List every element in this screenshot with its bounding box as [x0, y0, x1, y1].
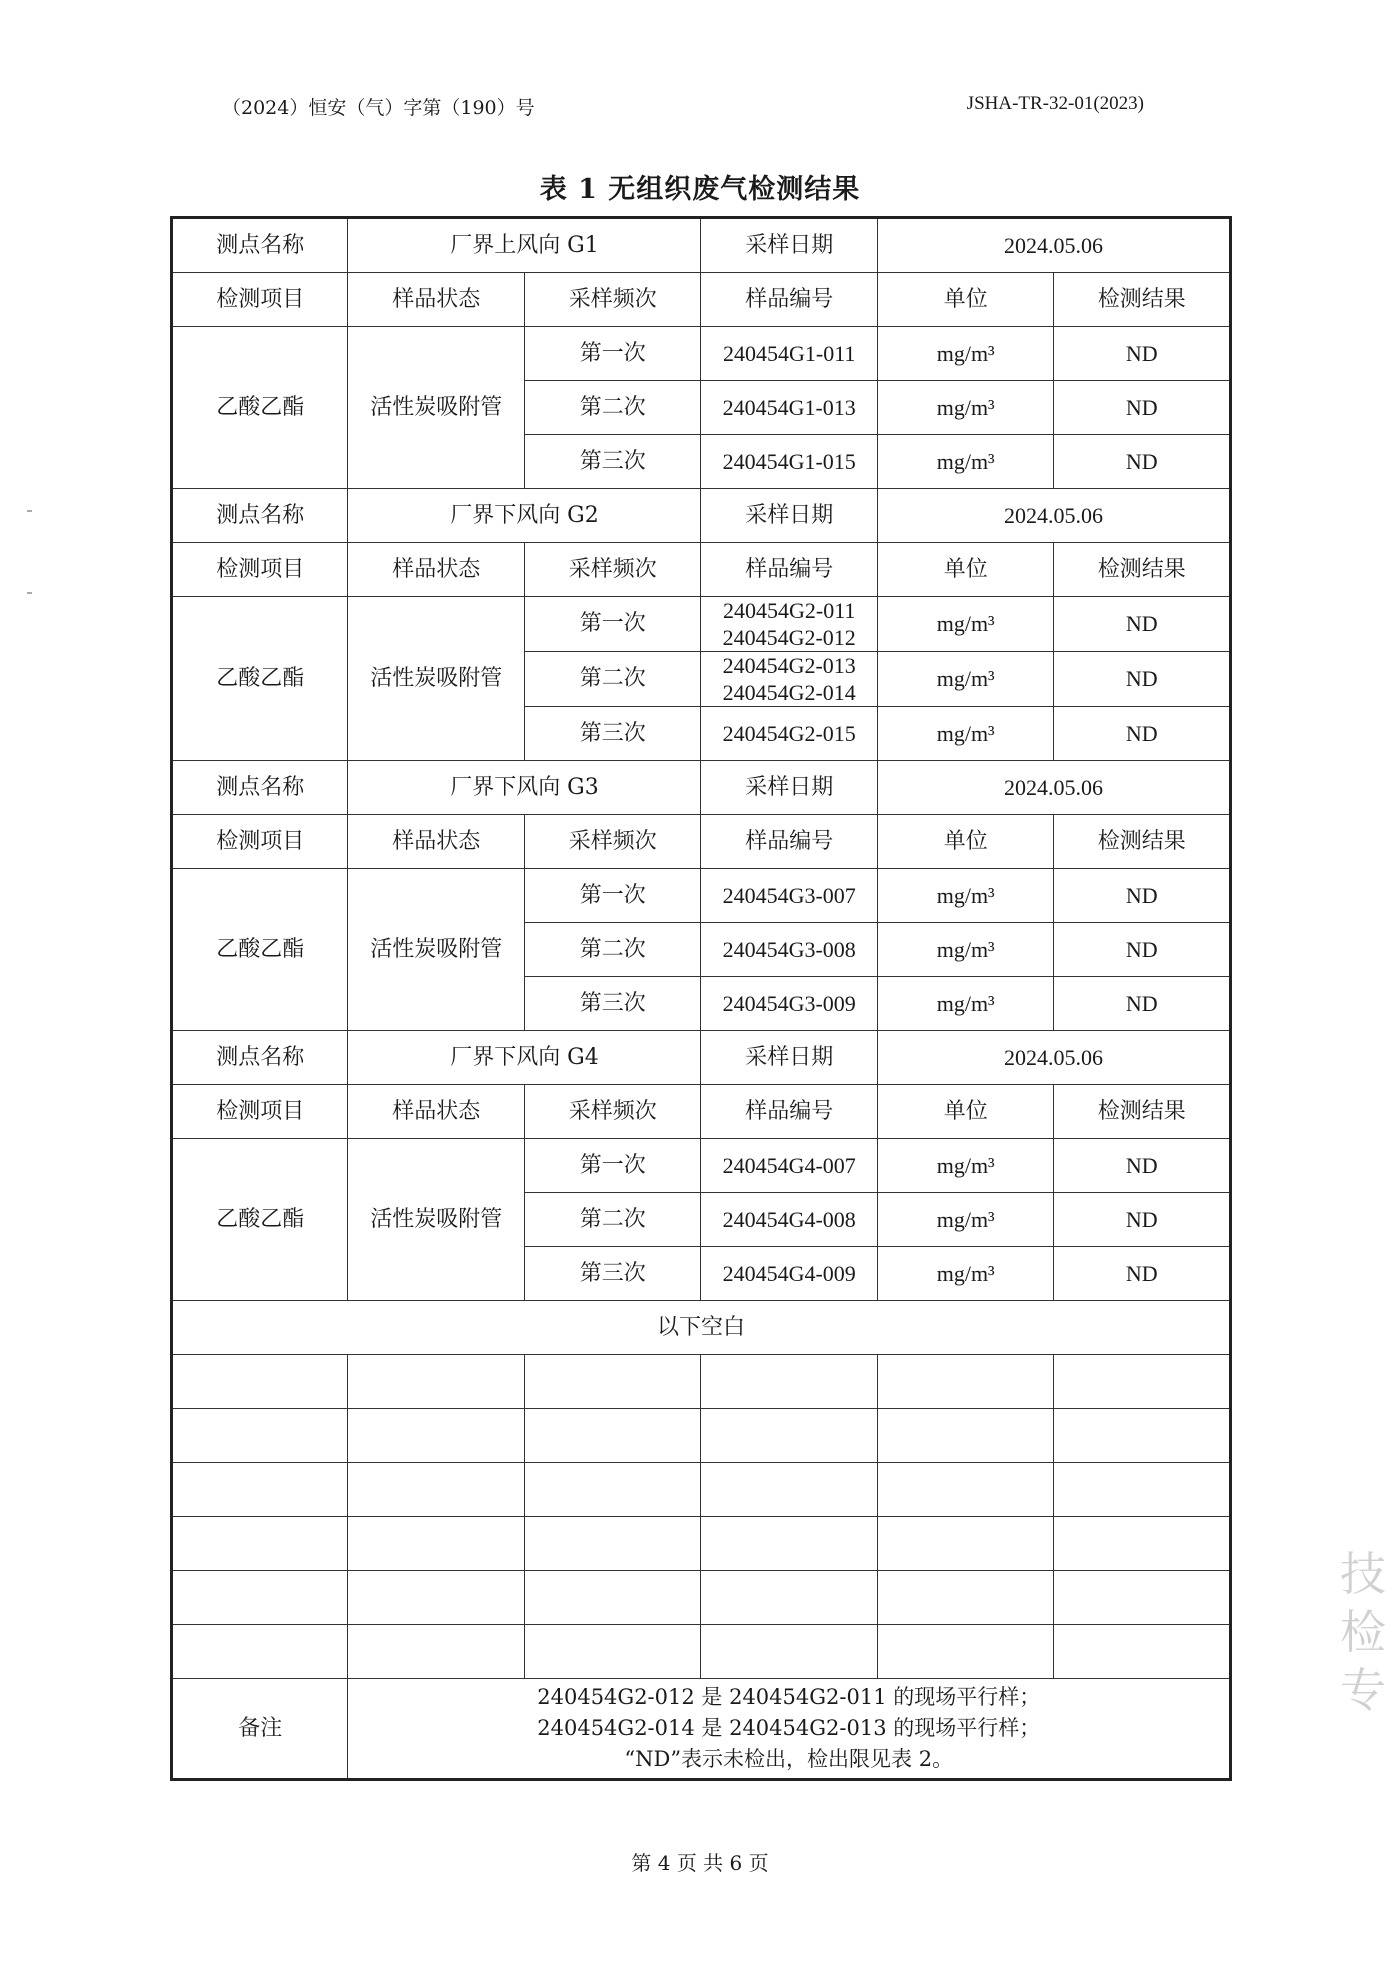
remarks-row	[172, 1679, 1231, 1780]
site-header-row	[172, 218, 1231, 273]
unit: mg/m³	[877, 435, 1053, 489]
empty-cell	[172, 1463, 348, 1517]
empty-cell	[172, 1409, 348, 1463]
empty-cell	[1054, 1571, 1231, 1625]
sampling-frequency: 第三次	[524, 977, 701, 1031]
empty-cell	[701, 1571, 877, 1625]
report-number: （2024）恒安（气）字第（190）号	[222, 97, 535, 119]
site-name-value: 厂界下风向 G2	[348, 489, 701, 543]
sample-number-primary: 240454G2-013	[722, 653, 856, 678]
blank-below-note: 以下空白	[172, 1301, 1231, 1355]
empty-cell	[1054, 1517, 1231, 1571]
sample-state: 活性炭吸附管	[348, 597, 524, 761]
sample-date-value: 2024.05.06	[877, 489, 1230, 543]
form-code: JSHA-TR-32-01(2023)	[966, 93, 1144, 114]
sampling-frequency: 第三次	[524, 435, 701, 489]
unit: mg/m³	[877, 977, 1053, 1031]
column-header-row	[172, 543, 1231, 597]
unit: mg/m³	[877, 1139, 1053, 1193]
empty-cell	[701, 1409, 877, 1463]
sample-number: 240454G3-008	[701, 923, 877, 977]
sample-date-label: 采样日期	[701, 761, 877, 815]
empty-cell	[701, 1463, 877, 1517]
column-header-item: 检测项目	[172, 1085, 348, 1139]
column-header-item: 检测项目	[172, 273, 348, 327]
site-name-label: 测点名称	[172, 1031, 348, 1085]
unit: mg/m³	[877, 652, 1053, 707]
empty-cell	[877, 1463, 1053, 1517]
sampling-frequency: 第一次	[524, 327, 701, 381]
sample-number: 240454G3-007	[701, 869, 877, 923]
test-result: ND	[1054, 977, 1231, 1031]
table-title: 表 1 无组织废气检测结果	[539, 174, 861, 205]
column-header-item: 检测项目	[172, 815, 348, 869]
column-header-frequency: 采样频次	[524, 543, 701, 597]
test-result: ND	[1054, 1247, 1231, 1301]
sample-number: 240454G4-008	[701, 1193, 877, 1247]
empty-row	[172, 1355, 1231, 1409]
site-name-label: 测点名称	[172, 218, 348, 273]
page-footer: 第 4 页 共 6 页	[631, 1851, 769, 1875]
empty-cell	[172, 1571, 348, 1625]
data-row	[172, 1139, 1231, 1193]
column-header-state: 样品状态	[348, 815, 524, 869]
results-table	[170, 216, 1232, 1781]
empty-cell	[348, 1517, 524, 1571]
test-result: ND	[1054, 1139, 1231, 1193]
sample-number: 240454G2-015	[701, 707, 877, 761]
sampling-frequency: 第一次	[524, 1139, 701, 1193]
empty-row	[172, 1571, 1231, 1625]
site-header-row	[172, 489, 1231, 543]
site-name-value: 厂界下风向 G3	[348, 761, 701, 815]
sampling-frequency: 第三次	[524, 707, 701, 761]
column-header-result: 检测结果	[1054, 543, 1231, 597]
test-result: ND	[1054, 327, 1231, 381]
empty-cell	[701, 1355, 877, 1409]
sample-date-label: 采样日期	[701, 1031, 877, 1085]
site-header-row	[172, 761, 1231, 815]
empty-cell	[348, 1625, 524, 1679]
remarks-label: 备注	[172, 1679, 348, 1780]
empty-row	[172, 1463, 1231, 1517]
sample-number: 240454G4-007	[701, 1139, 877, 1193]
column-header-result: 检测结果	[1054, 273, 1231, 327]
sampling-frequency: 第一次	[524, 869, 701, 923]
sample-number: 240454G1-011	[701, 327, 877, 381]
empty-cell	[701, 1625, 877, 1679]
test-item: 乙酸乙酯	[172, 869, 348, 1031]
sample-number-parallel: 240454G2-012	[722, 625, 856, 650]
data-row	[172, 327, 1231, 381]
test-result: ND	[1054, 652, 1231, 707]
sample-number-parallel: 240454G2-014	[722, 680, 856, 705]
unit: mg/m³	[877, 1193, 1053, 1247]
remarks-content	[348, 1679, 1231, 1780]
unit: mg/m³	[877, 381, 1053, 435]
unit: mg/m³	[877, 707, 1053, 761]
site-name-value: 厂界上风向 G1	[348, 218, 701, 273]
empty-cell	[524, 1355, 701, 1409]
empty-row	[172, 1409, 1231, 1463]
empty-cell	[877, 1571, 1053, 1625]
empty-cell	[524, 1625, 701, 1679]
column-header-unit: 单位	[877, 273, 1053, 327]
empty-row	[172, 1625, 1231, 1679]
sample-number	[701, 652, 877, 707]
test-result: ND	[1054, 381, 1231, 435]
column-header-row	[172, 815, 1231, 869]
test-result: ND	[1054, 923, 1231, 977]
column-header-state: 样品状态	[348, 543, 524, 597]
column-header-state: 样品状态	[348, 273, 524, 327]
sample-number: 240454G1-013	[701, 381, 877, 435]
column-header-frequency: 采样频次	[524, 815, 701, 869]
sampling-frequency: 第二次	[524, 923, 701, 977]
test-item: 乙酸乙酯	[172, 327, 348, 489]
data-row	[172, 597, 1231, 652]
column-header-unit: 单位	[877, 543, 1053, 597]
empty-cell	[1054, 1463, 1231, 1517]
empty-cell	[877, 1517, 1053, 1571]
test-result: ND	[1054, 1193, 1231, 1247]
empty-row	[172, 1517, 1231, 1571]
unit: mg/m³	[877, 1247, 1053, 1301]
scan-mark	[27, 510, 32, 512]
empty-cell	[172, 1625, 348, 1679]
unit: mg/m³	[877, 327, 1053, 381]
empty-cell	[1054, 1355, 1231, 1409]
empty-cell	[877, 1355, 1053, 1409]
sample-date-value: 2024.05.06	[877, 761, 1230, 815]
empty-cell	[348, 1355, 524, 1409]
test-result: ND	[1054, 869, 1231, 923]
sample-state: 活性炭吸附管	[348, 1139, 524, 1301]
sample-state: 活性炭吸附管	[348, 327, 524, 489]
sample-number-primary: 240454G2-011	[723, 598, 856, 623]
site-name-label: 测点名称	[172, 489, 348, 543]
test-item: 乙酸乙酯	[172, 597, 348, 761]
remarks-line: “ND”表示未检出，检出限见表 2。	[624, 1747, 954, 1771]
unit: mg/m³	[877, 869, 1053, 923]
empty-cell	[877, 1625, 1053, 1679]
empty-cell	[524, 1409, 701, 1463]
empty-cell	[524, 1463, 701, 1517]
column-header-result: 检测结果	[1054, 1085, 1231, 1139]
unit: mg/m³	[877, 923, 1053, 977]
unit: mg/m³	[877, 597, 1053, 652]
scan-mark	[27, 592, 32, 594]
sample-date-label: 采样日期	[701, 489, 877, 543]
empty-cell	[172, 1355, 348, 1409]
sample-number: 240454G4-009	[701, 1247, 877, 1301]
column-header-sample-no: 样品编号	[701, 543, 877, 597]
data-row	[172, 869, 1231, 923]
sample-number: 240454G3-009	[701, 977, 877, 1031]
site-name-value: 厂界下风向 G4	[348, 1031, 701, 1085]
empty-cell	[1054, 1625, 1231, 1679]
empty-cell	[524, 1517, 701, 1571]
column-header-state: 样品状态	[348, 1085, 524, 1139]
sample-state: 活性炭吸附管	[348, 869, 524, 1031]
site-header-row	[172, 1031, 1231, 1085]
column-header-sample-no: 样品编号	[701, 273, 877, 327]
sampling-frequency: 第一次	[524, 597, 701, 652]
remarks-line: 240454G2-014 是 240454G2-013 的现场平行样；	[537, 1716, 1041, 1740]
test-result: ND	[1054, 597, 1231, 652]
empty-cell	[877, 1409, 1053, 1463]
sampling-frequency: 第三次	[524, 1247, 701, 1301]
seal-stamp: 技 检 专	[1340, 1547, 1386, 1717]
sampling-frequency: 第二次	[524, 381, 701, 435]
blank-below-row	[172, 1301, 1231, 1355]
sample-date-label: 采样日期	[701, 218, 877, 273]
test-item: 乙酸乙酯	[172, 1139, 348, 1301]
column-header-item: 检测项目	[172, 543, 348, 597]
sample-number: 240454G1-015	[701, 435, 877, 489]
column-header-result: 检测结果	[1054, 815, 1231, 869]
sample-number	[701, 597, 877, 652]
remarks-line: 240454G2-012 是 240454G2-011 的现场平行样；	[537, 1685, 1041, 1709]
empty-cell	[524, 1571, 701, 1625]
empty-cell	[701, 1517, 877, 1571]
column-header-unit: 单位	[877, 1085, 1053, 1139]
site-name-label: 测点名称	[172, 761, 348, 815]
sampling-frequency: 第二次	[524, 652, 701, 707]
column-header-sample-no: 样品编号	[701, 815, 877, 869]
empty-cell	[348, 1463, 524, 1517]
test-result: ND	[1054, 435, 1231, 489]
empty-cell	[348, 1409, 524, 1463]
column-header-row	[172, 273, 1231, 327]
test-result: ND	[1054, 707, 1231, 761]
column-header-sample-no: 样品编号	[701, 1085, 877, 1139]
column-header-row	[172, 1085, 1231, 1139]
sample-date-value: 2024.05.06	[877, 218, 1230, 273]
empty-cell	[172, 1517, 348, 1571]
empty-cell	[348, 1571, 524, 1625]
empty-cell	[1054, 1409, 1231, 1463]
column-header-frequency: 采样频次	[524, 1085, 701, 1139]
column-header-unit: 单位	[877, 815, 1053, 869]
sampling-frequency: 第二次	[524, 1193, 701, 1247]
column-header-frequency: 采样频次	[524, 273, 701, 327]
sample-date-value: 2024.05.06	[877, 1031, 1230, 1085]
